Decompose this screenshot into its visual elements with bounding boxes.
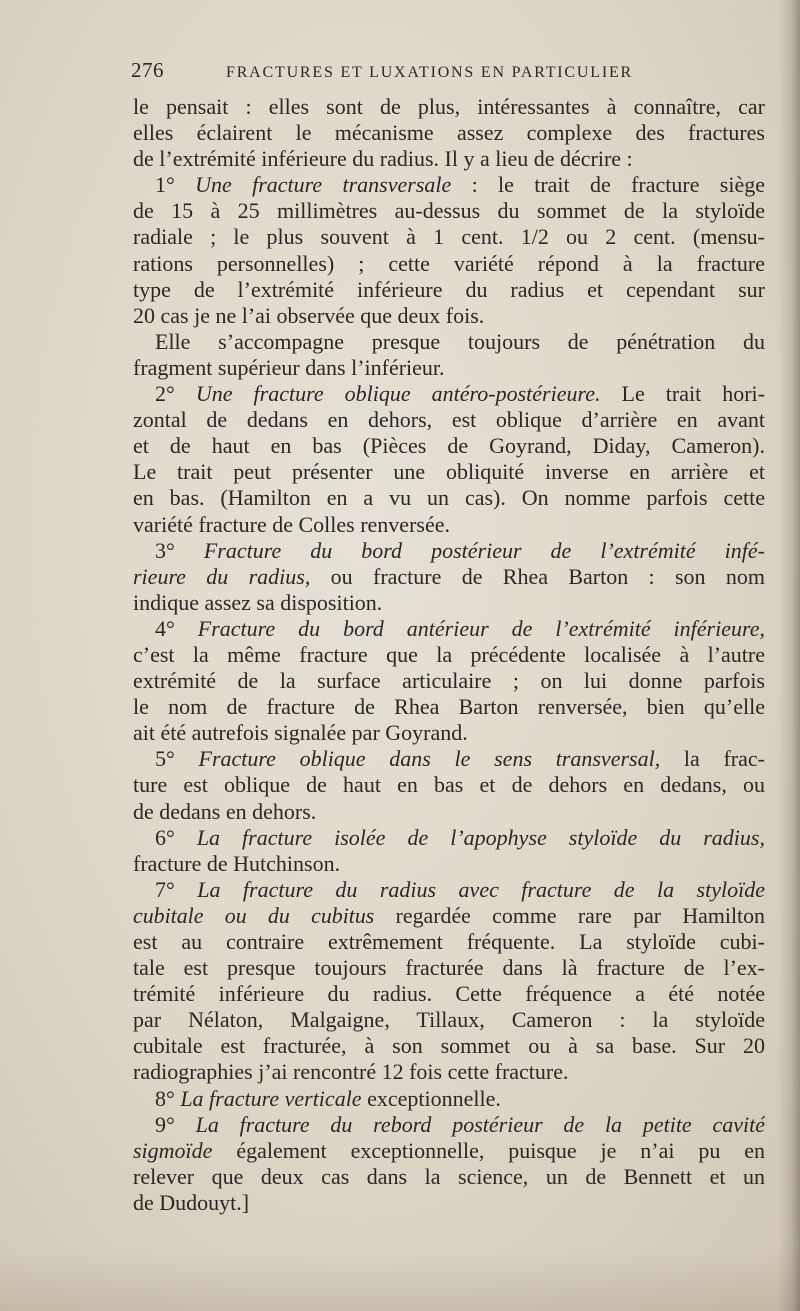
list-number: 5° [155,746,199,772]
line-text: type de l’extrémité inférieure du radius et cependant sur [133,276,765,302]
text-line [133,381,765,407]
text-line [133,1086,765,1112]
text-line [133,1033,765,1059]
text-line [133,1059,765,1085]
text-line [133,877,765,903]
text-line [133,538,765,564]
line-text: également exceptionnelle, puisque je n’ai pu en [212,1137,765,1163]
italic-term: rieure du radius, [133,563,311,589]
text-line [133,981,765,1007]
line-text: Le trait hori- [600,381,765,407]
italic-term: cubitale ou du cubitus [133,903,375,928]
text-line [133,1112,765,1138]
line-text: elles éclairent le mécanisme assez complexe des fractures [133,120,765,146]
italic-term: La fracture du rebord postérieur de la petite cavité [195,1111,765,1137]
italic-term: La fracture verticale [180,1085,362,1111]
text-line [133,172,765,198]
line-text: de l’extrémité inférieure du radius. Il y a lieu de décrire : [133,146,633,172]
italic-term: Une fracture transversale [195,172,452,198]
line-text: en bas. (Hamilton en a vu un cas). On nomme parfois cette [133,485,765,511]
italic-term: sigmoïde [133,1137,213,1163]
text-line [133,825,765,851]
list-number: 4° [155,615,198,641]
list-number: 7° [155,876,198,902]
text-line [133,224,765,250]
line-text: et de haut en bas (Pièces de Goyrand, Diday, Cameron). [133,433,765,459]
page-number: 276 [131,58,164,82]
text-line [133,198,765,224]
list-number: 8° [155,1085,181,1111]
text-line [133,851,765,877]
line-text: Le trait peut présenter une obliquité inverse en arrière et [133,459,765,485]
line-text: cubitale est fracturée, à son sommet ou à sa base. Sur 20 [133,1033,765,1059]
line-text: de dedans en dehors. [133,798,317,824]
line-text: c’est la même fracture que la précédente localisée à l’autre [133,641,765,667]
page-bottom-shadow [0,1251,800,1311]
text-line [133,799,765,825]
text-line [133,277,765,303]
text-line [133,485,765,511]
line-text: radiale ; le plus souvent à 1 cent. 1/2 ou 2 cent. (mensu- [133,224,765,250]
text-line [133,94,765,120]
text-line [133,903,765,929]
line-text: la frac- [660,746,765,772]
list-number: 9° [155,1111,196,1137]
text-line [133,694,765,720]
list-number: 6° [155,824,197,850]
italic-term: Fracture du bord antérieur de l’extrémité inférieure, [197,615,765,641]
line-text: trémité inférieure du radius. Cette fréquence a été notée [133,981,765,1007]
text-line [133,590,765,616]
line-text: ture est oblique de haut en bas et de dehors en dedans, ou [133,772,765,798]
italic-term: La fracture isolée de l’apophyse styloïde du radius, [196,824,765,850]
text-line [133,772,765,798]
list-number: 3° [155,537,204,563]
line-text: fracture de Hutchinson. [133,850,341,876]
line-text: variété fracture de Colles renversée. [133,511,450,537]
text-line [133,146,765,172]
text-line [133,668,765,694]
list-number: 2° [155,381,196,407]
line-text: est au contraire extrêmement fréquente. La styloïde cubi- [133,929,765,954]
line-text: ou fracture de Rhea Barton : son nom [310,563,765,589]
line-text: de 15 à 25 millimètres au-dessus du sommet de la styloïde [133,198,765,224]
line-text: : le trait de fracture siège [451,172,765,198]
text-line [133,251,765,277]
line-text: rations personnelles) ; cette variété répond à la fracture [133,250,765,276]
text-line [133,120,765,146]
text-line [133,955,765,981]
text-line [133,642,765,668]
text-line [133,355,765,381]
text-line [133,1007,765,1033]
text-line [133,929,765,955]
text-line [133,512,765,538]
line-text: relever que deux cas dans la science, un de Bennett et un [133,1163,765,1189]
text-line [133,616,765,642]
italic-term: Une fracture oblique antéro-postérieure. [195,381,601,407]
text-line [133,1138,765,1164]
line-text: le pensait : elles sont de plus, intéressantes à connaître, car [133,94,765,119]
line-text: exceptionnelle. [361,1085,501,1111]
line-text: 20 cas je ne l’ai observée que deux fois. [133,302,485,328]
running-title: FRACTURES ET LUXATIONS EN PARTICULIER [226,64,633,81]
text-line [133,1164,765,1190]
line-text: ait été autrefois signalée par Goyrand. [133,720,468,746]
italic-term: La fracture du radius avec fracture de la styloïde [197,876,765,902]
line-text: par Nélaton, Malgaigne, Tillaux, Cameron : la styloïde [133,1007,765,1033]
line-text: le nom de fracture de Rhea Barton renversée, bien qu’elle [133,694,765,720]
text-line [133,407,765,433]
running-header [131,58,764,84]
line-text: Elle s’accompagne presque toujours de pénétration du [155,328,765,354]
text-line [133,329,765,355]
line-text: radiographies j’ai rencontré 12 fois cette fracture. [133,1059,569,1085]
line-text: fragment supérieur dans l’inférieur. [133,354,445,380]
text-line [133,564,765,590]
body-text [133,94,765,1216]
line-text: indique assez sa disposition. [133,589,383,615]
line-text: regardée comme rare par Hamilton [374,903,765,928]
text-line [133,746,765,772]
text-line [133,720,765,746]
italic-term: Fracture oblique dans le sens transversal, [198,746,661,772]
line-text: zontal de dedans en dehors, est oblique d’arrière en avant [133,407,765,433]
text-line [133,303,765,329]
italic-term: Fracture du bord postérieur de l’extrémité infé- [203,537,765,563]
text-line [133,433,765,459]
page-edge-shadow [778,0,800,1311]
text-line [133,1190,765,1216]
line-text: extrémité de la surface articulaire ; on lui donne parfois [133,668,765,694]
line-text: de Dudouyt.] [133,1189,250,1215]
text-line [133,459,765,485]
line-text: tale est presque toujours fracturée dans là fracture de l’ex- [133,955,765,981]
list-number: 1° [155,172,196,198]
